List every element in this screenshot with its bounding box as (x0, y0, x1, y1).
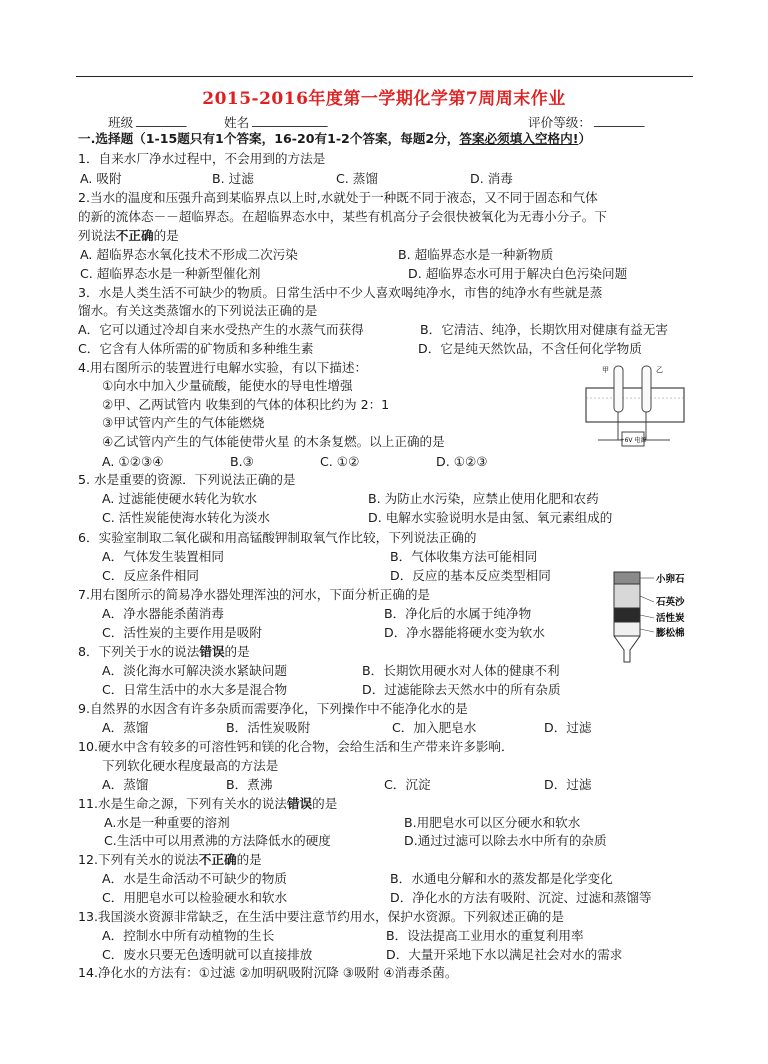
q2-emphasis: 不正确 (115, 228, 154, 243)
name-blank[interactable]: ____________ (252, 112, 328, 127)
q6-option-c[interactable]: C．反应条件相同 (102, 568, 199, 583)
q4-option-d[interactable]: D. ①②③ (436, 454, 488, 469)
page-title: 2015-2016年度第一学期化学第7周周末作业 (202, 89, 566, 109)
filter-label: 活性炭 (656, 613, 685, 624)
q11-option-b[interactable]: B.用肥皂水可以区分硬水和软水 (404, 815, 581, 830)
q1-option-b[interactable]: B. 过滤 (212, 171, 254, 186)
q4-stem: 4.用右图所示的装置进行电解水实验，有以下描述： (78, 360, 368, 375)
q4-statement-4: ④乙试管内产生的气体能使带火星 的木条复燃。以上正确的是 (102, 434, 445, 449)
water-trough (586, 388, 684, 422)
section-instruction: 答案必须填入空格内! (459, 131, 579, 146)
section-title: 一.选择题 (78, 131, 134, 146)
label-pointer-3 (640, 615, 654, 618)
class-label: 班级 (108, 115, 134, 130)
electrolysis-apparatus-figure (578, 360, 692, 456)
grade-blank[interactable]: ________ (594, 112, 645, 127)
q5-stem: 5. 水是重要的资源．下列说法正确的是 (78, 472, 296, 487)
q12-option-c[interactable]: C．用肥皂水可以检验硬水和软水 (102, 890, 288, 905)
section-note: （1-15题只有1个答案，16-20有1-2个答案，每题2分， (133, 131, 460, 146)
q7-option-c[interactable]: C．活性炭的主要作用是吸附 (102, 625, 262, 640)
q4-statement-3: ③甲试管内产生的气体能燃烧 (102, 415, 265, 430)
q8-stem (78, 643, 250, 661)
tube-label-yi: 乙 (656, 366, 663, 374)
q2-option-d[interactable]: D. 超临界态水可用于解决白色污染问题 (408, 266, 628, 281)
section-note-end: ） (578, 131, 592, 146)
q4-statement-1: ①向水中加入少量硫酸，能使水的导电性增强 (102, 378, 353, 393)
q7-stem: 7.用右图所示的简易净水器处理浑浊的河水，下面分析正确的是 (78, 587, 431, 602)
q4-statement-2: ②甲、乙两试管内 收集到的气体的体积比约为 2：1 (102, 397, 390, 412)
q8-option-a[interactable]: A．淡化海水可解决淡水紧缺问题 (102, 663, 287, 678)
q10-option-b[interactable]: B．煮沸 (226, 777, 273, 792)
q8-option-b[interactable]: B．长期饮用硬水对人体的健康不利 (362, 663, 560, 678)
q2-option-a[interactable]: A. 超临界态水氧化技术不形成二次污染 (80, 247, 298, 262)
q3-option-b[interactable]: B．它清洁、纯净，长期饮用对健康有益无害 (420, 322, 668, 337)
q5-option-d[interactable]: D. 电解水实验说明水是由氢、氧元素组成的 (368, 510, 613, 525)
label-pointer-2 (640, 596, 654, 602)
q1-option-a[interactable]: A. 吸附 (80, 171, 122, 186)
q4-option-a[interactable]: A. ①②③④ (102, 454, 164, 469)
q10-option-a[interactable]: A．蒸馏 (102, 777, 149, 792)
q2-text-end: 的是 (153, 228, 179, 243)
q8-option-d[interactable]: D．过滤能除去天然水中的所有杂质 (362, 682, 561, 697)
q1-option-c[interactable]: C. 蒸馏 (336, 171, 378, 186)
q6-option-a[interactable]: A．气体发生装置相同 (102, 549, 224, 564)
q2-line-3 (78, 227, 179, 245)
q9-stem: 9.自然界的水因含有许多杂质而需要净化，下列操作中不能净化水的是 (78, 701, 468, 716)
q3-option-d[interactable]: D．它是纯天然饮品，不含任何化学物质 (418, 341, 642, 356)
q7-option-b[interactable]: B．净化后的水属于纯净物 (384, 606, 532, 621)
filter-label: 小卵石 (656, 574, 685, 585)
q10-option-c[interactable]: C．沉淀 (384, 777, 431, 792)
q9-option-c[interactable]: C．加入肥皂水 (392, 720, 477, 735)
q12-text: 12.下列有关水的说法 (78, 852, 199, 867)
q6-stem: 6．实验室制取二氧化碳和用高锰酸钾制取氧气作比较，下列说法正确的 (78, 530, 477, 545)
filter-label: 石英沙 (656, 597, 685, 608)
q4-option-c[interactable]: C. ①② (320, 454, 360, 469)
power-supply-label: +6V 电源 (619, 437, 647, 444)
q14-stem: 14.净化水的方法有：①过滤 ②加明矾吸附沉降 ③吸附 ④消毒杀菌。 (78, 965, 458, 980)
q13-option-b[interactable]: B．设法提高工业用水的重复利用率 (386, 928, 584, 943)
test-tube-yi (642, 366, 651, 412)
q10-option-d[interactable]: D．过滤 (544, 777, 592, 792)
q2-line-2: 的新的流体态－－超临界态。在超临界态水中，某些有机高分子会很快被氧化为无毒小分子。下 (78, 209, 607, 224)
q6-option-b[interactable]: B．气体收集方法可能相同 (390, 549, 538, 564)
q1-option-d[interactable]: D. 消毒 (470, 171, 513, 186)
class-blank[interactable]: ________ (136, 112, 187, 127)
q11-option-d[interactable]: D.通过过滤可以除去水中所有的杂质 (404, 833, 607, 848)
q13-option-a[interactable]: A．控制水中所有动植物的生长 (102, 928, 275, 943)
q1-stem: 1．自来水厂净水过程中，不会用到的方法是 (78, 151, 326, 166)
q13-stem: 13.我国淡水资源非常缺乏，在生活中要注意节约用水，保护水资源。下列叙述正确的是 (78, 909, 564, 924)
q3-option-a[interactable]: A．它可以通过冷却自来水受热产生的水蒸气而获得 (78, 322, 364, 337)
water-filter-figure (606, 566, 698, 670)
q6-option-d[interactable]: D．反应的基本反应类型相同 (390, 568, 551, 583)
tube-label-jia: 甲 (602, 366, 609, 374)
q9-option-d[interactable]: D．过滤 (544, 720, 592, 735)
q8-emphasis: 错误 (199, 644, 225, 659)
q2-line-1: 2.当水的温度和压强升高到某临界点以上时,水就处于一种既不同于液态，又不同于固态和气体 (78, 190, 598, 205)
label-pointer-4 (640, 629, 654, 632)
q5-option-c[interactable]: C. 活性炭能使海水转化为淡水 (102, 510, 270, 525)
q12-option-b[interactable]: B．水通电分解和水的蒸发都是化学变化 (390, 871, 613, 886)
q5-option-a[interactable]: A. 过滤能使硬水转化为软水 (102, 491, 257, 506)
q9-option-b[interactable]: B．活性炭吸附 (226, 720, 311, 735)
q13-option-d[interactable]: D．大量开采地下水以满足社会对水的需求 (386, 947, 623, 962)
q11-text: 11.水是生命之源，下列有关水的说法 (78, 796, 287, 811)
q11-option-a[interactable]: A.水是一种重要的溶剂 (104, 815, 230, 830)
q2-option-c[interactable]: C. 超临界态水是一种新型催化剂 (80, 266, 261, 281)
q3-line-2: 馏水。有关这类蒸馏水的下列说法正确的是 (78, 303, 318, 318)
q11-stem (78, 795, 337, 813)
q12-option-d[interactable]: D．净化水的方法有吸附、沉淀、过滤和蒸馏等 (390, 890, 652, 905)
q8-text-end: 的是 (224, 644, 250, 659)
q12-emphasis: 不正确 (198, 852, 237, 867)
q11-text-end: 的是 (312, 796, 338, 811)
q10-line-2: 下列软化硬水程度最高的方法是 (102, 758, 279, 773)
q13-option-c[interactable]: C．废水只要无色透明就可以直接排放 (102, 947, 313, 962)
q5-option-b[interactable]: B. 为防止水污染，应禁止使用化肥和农药 (368, 491, 599, 506)
cotton-layer (614, 622, 640, 636)
q4-option-b[interactable]: B.③ (230, 454, 254, 469)
q3-option-c[interactable]: C．它含有人体所需的矿物质和多种维生素 (78, 341, 314, 356)
filter-label: 膨松棉 (656, 628, 685, 639)
test-tube-jia (614, 366, 623, 412)
activated-carbon-layer (614, 608, 640, 622)
section-heading (78, 130, 591, 148)
q10-line-1: 10.硬水中含有较多的可溶性钙和镁的化合物，会给生活和生产带来许多影响． (78, 739, 514, 754)
filter-outlet (614, 636, 640, 662)
q7-option-d[interactable]: D．净水器能将硬水变为软水 (384, 625, 545, 640)
q8-option-c[interactable]: C．日常生活中的水大多是混合物 (102, 682, 288, 697)
q11-emphasis: 错误 (286, 796, 313, 811)
quartz-sand-layer (614, 584, 640, 608)
name-label: 姓名 (224, 115, 250, 130)
q12-option-a[interactable]: A．水是生命活动不可缺少的物质 (102, 871, 287, 886)
q12-text-end: 的是 (236, 852, 262, 867)
top-rule (76, 76, 693, 77)
q2-option-b[interactable]: B. 超临界态水是一种新物质 (398, 247, 554, 262)
q12-stem (78, 851, 262, 869)
q2-text: 列说法 (78, 228, 116, 243)
q8-text: 8．下列关于水的说法 (78, 644, 200, 659)
q11-option-c[interactable]: C.生活中可以用煮沸的方法降低水的硬度 (104, 833, 331, 848)
q3-line-1: 3．水是人类生活不可缺少的物质。日常生活中不少人喜欢喝纯净水，市售的纯净水有些就是蒸 (78, 285, 603, 300)
q7-option-a[interactable]: A．净水器能杀菌消毒 (102, 606, 224, 621)
pebble-layer (614, 572, 640, 584)
grade-label: 评价等级： (528, 115, 591, 130)
q9-option-a[interactable]: A．蒸馏 (102, 720, 149, 735)
